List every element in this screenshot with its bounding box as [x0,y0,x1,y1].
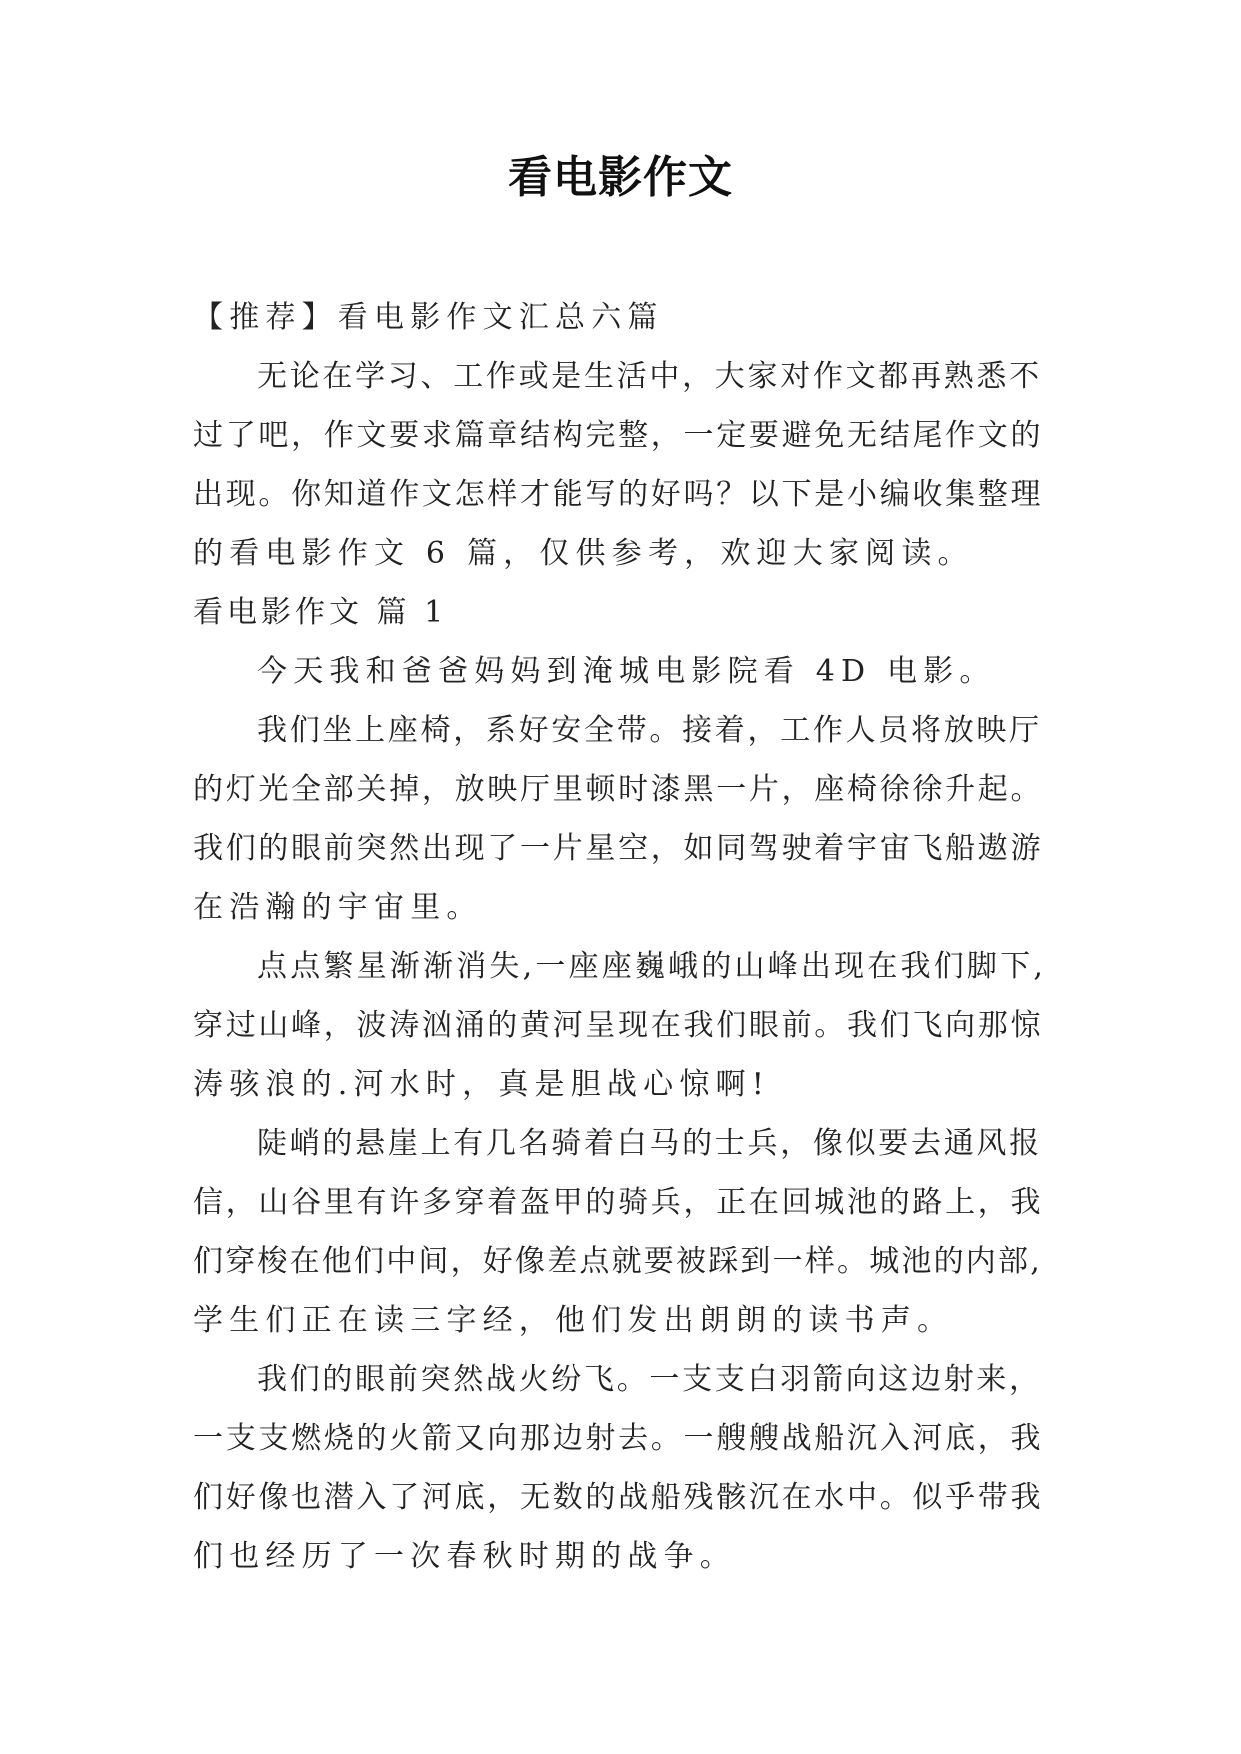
text-line: 学生们正在读三字经，他们发出朗朗的读书声。 [193,1303,954,1338]
text-line: 们穿梭在他们中间，好像差点就要被踩到一样。城池的内部, [193,1244,1042,1279]
text-line: 今天我和爸爸妈妈到淹城电影院看 4D 电影。 [257,654,996,689]
text-line: 涛骇浪的.河水时，真是胆战心惊啊! [193,1067,770,1102]
text-line: 出现。你知道作文怎样才能写的好吗？以下是小编收集整理 [193,477,1044,512]
text-line: 的看电影作文 6 篇，仅供参考，欢迎大家阅读。 [193,536,974,571]
text-line: 穿过山峰，波涛汹涌的黄河呈现在我们眼前。我们飞向那惊 [193,1008,1044,1043]
text-line: 过了吧，作文要求篇章结构完整，一定要避免无结尾作文的 [193,418,1044,453]
text-line: 们好像也潜入了河底，无数的战船残骸沉在水中。似乎带我 [193,1480,1044,1515]
text-line: 的灯光全部关掉，放映厅里顿时漆黑一片，座椅徐徐升起。 [193,772,1044,807]
text-line: 陡峭的悬崖上有几名骑着白马的士兵，像似要去通风报 [257,1126,1042,1161]
text-line: 我们坐上座椅，系好安全带。接着，工作人员将放映厅 [257,713,1042,748]
document-title: 看电影作文 [508,152,733,203]
text-line: 我们的眼前突然出现了一片星空，如同驾驶着宇宙飞船遨游 [193,831,1044,866]
text-line: 无论在学习、工作或是生活中，大家对作文都再熟悉不 [257,359,1042,394]
text-line: 我们的眼前突然战火纷飞。一支支白羽箭向这边射来， [257,1362,1042,1397]
text-line: 们也经历了一次春秋时期的战争。 [193,1539,736,1574]
text-line: 在浩瀚的宇宙里。 [193,890,483,925]
text-line: 点点繁星渐渐消失,一座座巍峨的山峰出现在我们脚下, [257,949,1047,984]
text-line: 【推荐】看电影作文汇总六篇 [193,300,664,335]
section-heading: 看电影作文 篇 1 [193,595,448,630]
document-body [193,288,1053,1586]
text-line: 一支支燃烧的火箭又向那边射去。一艘艘战船沉入河底，我 [193,1421,1044,1456]
text-line: 信，山谷里有许多穿着盔甲的骑兵，正在回城池的路上，我 [193,1185,1044,1220]
